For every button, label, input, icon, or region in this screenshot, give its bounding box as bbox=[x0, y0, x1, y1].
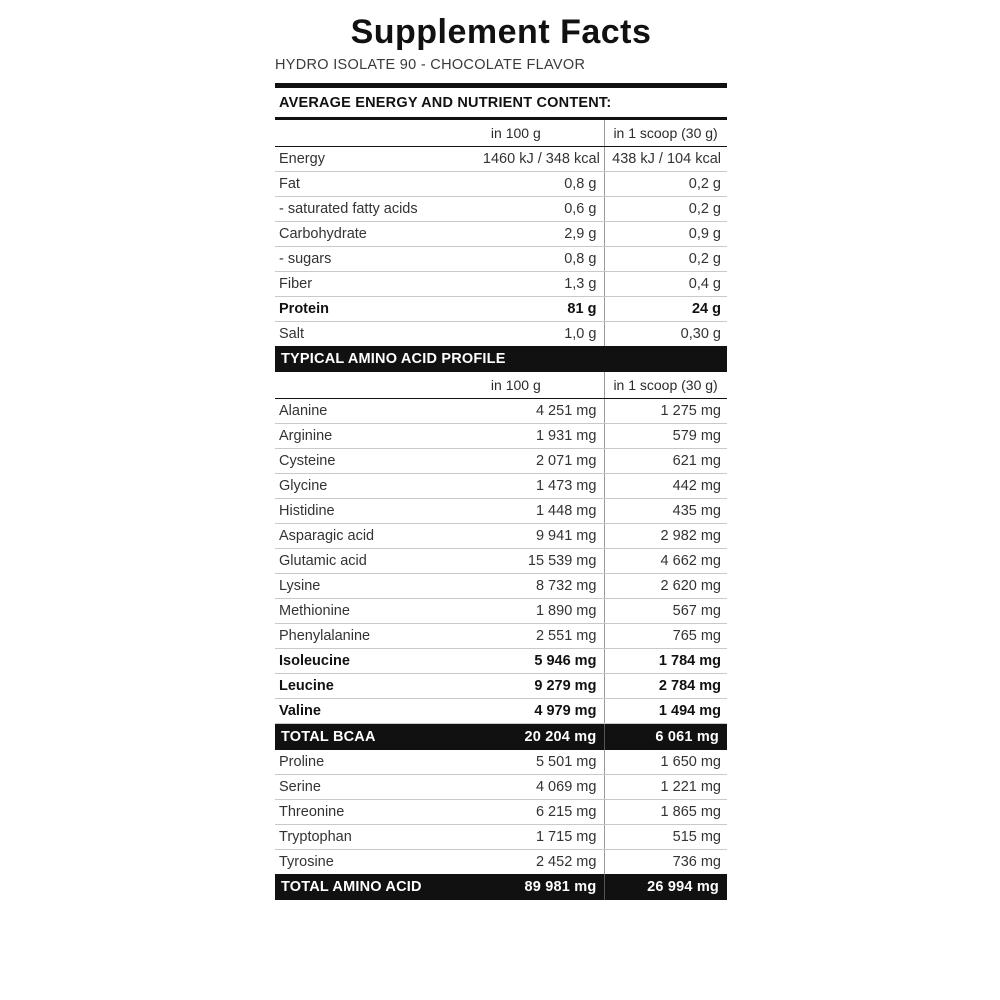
amino-per-100g: 1 473 mg bbox=[483, 474, 605, 499]
table-row bbox=[275, 624, 727, 649]
table-row bbox=[275, 499, 727, 524]
table-row bbox=[275, 197, 727, 222]
amino-name: Phenylalanine bbox=[275, 624, 483, 649]
amino-name: Tyrosine bbox=[279, 854, 334, 871]
amino-name: Tryptophan bbox=[275, 825, 483, 850]
nutrient-per-scoop: 0,2 g bbox=[605, 197, 727, 222]
amino-per-scoop: 621 mg bbox=[605, 449, 727, 474]
amino-per-100g: 8 732 mg bbox=[483, 574, 605, 599]
amino-name: Leucine bbox=[275, 674, 483, 699]
section-heading-amino-band bbox=[275, 346, 727, 372]
table-row bbox=[275, 474, 727, 499]
amino-name: Proline bbox=[275, 750, 483, 775]
amino-section-heading-table bbox=[275, 346, 727, 372]
nutrient-per-100g: 0,8 g bbox=[483, 172, 605, 197]
table-row bbox=[275, 775, 727, 800]
amino-name: Glutamic acid bbox=[275, 549, 483, 574]
amino-name: Asparagic acid bbox=[275, 524, 483, 549]
nutrient-name: - saturated fatty acids bbox=[275, 197, 483, 222]
table-row bbox=[275, 850, 727, 875]
table-row bbox=[275, 599, 727, 624]
nutrient-per-scoop: 438 kJ / 104 kcal bbox=[605, 147, 727, 172]
amino-per-scoop: 765 mg bbox=[605, 624, 727, 649]
amino-per-100g: 6 215 mg bbox=[483, 800, 605, 825]
table-header-row bbox=[275, 120, 727, 147]
nutrient-name: Fiber bbox=[275, 272, 483, 297]
nutrient-per-100g: 1,3 g bbox=[483, 272, 605, 297]
amino-per-100g: 1 890 mg bbox=[483, 599, 605, 624]
total-amino-acid-row bbox=[275, 874, 727, 900]
amino-per-100g: 2 551 mg bbox=[483, 624, 605, 649]
nutrient-per-100g: 1,0 g bbox=[483, 322, 605, 347]
table-row bbox=[275, 699, 727, 724]
nutrient-per-scoop: 0,9 g bbox=[605, 222, 727, 247]
amino-name: Methionine bbox=[275, 599, 483, 624]
amino-per-scoop: 1 275 mg bbox=[605, 399, 727, 424]
amino-per-100g: 9 279 mg bbox=[483, 674, 605, 699]
amino-per-scoop: 736 mg bbox=[672, 854, 721, 871]
nutrient-name: - sugars bbox=[275, 247, 483, 272]
table-header-row bbox=[275, 372, 727, 399]
nutrient-name: Salt bbox=[279, 326, 304, 343]
amino-per-100g: 9 941 mg bbox=[483, 524, 605, 549]
amino-per-100g: 15 539 mg bbox=[483, 549, 605, 574]
amino-name: Histidine bbox=[275, 499, 483, 524]
nutrient-per-scoop: 0,30 g bbox=[680, 326, 721, 343]
amino-name: Glycine bbox=[275, 474, 483, 499]
amino-per-scoop: 1 784 mg bbox=[605, 649, 727, 674]
amino-name: Serine bbox=[275, 775, 483, 800]
table-row bbox=[275, 825, 727, 850]
table-row bbox=[275, 800, 727, 825]
amino-per-100g: 1 448 mg bbox=[483, 499, 605, 524]
nutrient-per-100g: 81 g bbox=[483, 297, 605, 322]
section-heading-amino: TYPICAL AMINO ACID PROFILE bbox=[281, 351, 506, 368]
column-header-per-100g: in 100 g bbox=[483, 372, 605, 399]
nutrient-name: Fat bbox=[275, 172, 483, 197]
amino-name: Valine bbox=[275, 699, 483, 724]
nutrient-per-scoop: 0,2 g bbox=[605, 247, 727, 272]
amino-per-scoop: 1 865 mg bbox=[605, 800, 727, 825]
column-header-per-100g: in 100 g bbox=[483, 120, 605, 147]
nutrient-per-100g: 0,8 g bbox=[483, 247, 605, 272]
table-row bbox=[275, 449, 727, 474]
page-title: Supplement Facts bbox=[350, 13, 652, 51]
column-header-name bbox=[275, 372, 483, 399]
total-bcaa-label: TOTAL BCAA bbox=[281, 729, 376, 746]
column-header-name bbox=[275, 120, 483, 147]
amino-per-100g: 4 251 mg bbox=[483, 399, 605, 424]
nutrient-per-scoop: 0,4 g bbox=[605, 272, 727, 297]
table-row bbox=[275, 399, 727, 424]
total-amino-per-100g: 89 981 mg bbox=[483, 874, 605, 900]
table-row bbox=[275, 172, 727, 197]
amino-per-100g: 1 931 mg bbox=[483, 424, 605, 449]
column-header-per-scoop: in 1 scoop (30 g) bbox=[605, 372, 727, 399]
amino-per-100g: 5 946 mg bbox=[483, 649, 605, 674]
table-row bbox=[275, 147, 727, 172]
total-bcaa-row bbox=[275, 724, 727, 751]
nutrient-per-scoop: 24 g bbox=[605, 297, 727, 322]
amino-per-scoop: 2 784 mg bbox=[605, 674, 727, 699]
table-row bbox=[275, 750, 727, 775]
amino-name: Cysteine bbox=[275, 449, 483, 474]
nutrient-name: Energy bbox=[275, 147, 483, 172]
amino-per-100g: 4 069 mg bbox=[483, 775, 605, 800]
amino-per-scoop: 2 620 mg bbox=[605, 574, 727, 599]
total-bcaa-per-100g: 20 204 mg bbox=[483, 724, 605, 751]
amino-per-100g: 4 979 mg bbox=[483, 699, 605, 724]
total-amino-label: TOTAL AMINO ACID bbox=[281, 879, 422, 896]
amino-per-scoop: 567 mg bbox=[605, 599, 727, 624]
product-subtitle: HYDRO ISOLATE 90 - CHOCOLATE FLAVOR bbox=[275, 57, 586, 74]
table-row bbox=[275, 574, 727, 599]
column-header-per-scoop: in 1 scoop (30 g) bbox=[605, 120, 727, 147]
table-row bbox=[275, 272, 727, 297]
amino-per-scoop: 515 mg bbox=[605, 825, 727, 850]
amino-per-scoop: 1 494 mg bbox=[605, 699, 727, 724]
amino-per-scoop: 2 982 mg bbox=[605, 524, 727, 549]
amino-per-100g: 2 071 mg bbox=[483, 449, 605, 474]
amino-table bbox=[275, 372, 727, 900]
table-row bbox=[275, 322, 727, 347]
amino-per-100g: 2 452 mg bbox=[483, 850, 605, 875]
table-row bbox=[275, 549, 727, 574]
amino-name: Alanine bbox=[275, 399, 483, 424]
table-row bbox=[275, 524, 727, 549]
nutrient-per-100g: 0,6 g bbox=[483, 197, 605, 222]
amino-per-scoop: 442 mg bbox=[605, 474, 727, 499]
nutrient-per-scoop: 0,2 g bbox=[605, 172, 727, 197]
table-row bbox=[275, 297, 727, 322]
total-amino-per-scoop: 26 994 mg bbox=[647, 879, 719, 896]
table-row bbox=[275, 649, 727, 674]
table-row bbox=[275, 424, 727, 449]
supplement-facts-panel bbox=[275, 0, 727, 900]
amino-per-100g: 1 715 mg bbox=[483, 825, 605, 850]
section-heading-nutrients: AVERAGE ENERGY AND NUTRIENT CONTENT: bbox=[279, 95, 612, 112]
total-bcaa-per-scoop: 6 061 mg bbox=[655, 729, 719, 746]
amino-per-100g: 5 501 mg bbox=[483, 750, 605, 775]
amino-per-scoop: 1 650 mg bbox=[605, 750, 727, 775]
nutrient-name: Protein bbox=[275, 297, 483, 322]
amino-name: Isoleucine bbox=[275, 649, 483, 674]
table-row bbox=[275, 222, 727, 247]
amino-per-scoop: 579 mg bbox=[605, 424, 727, 449]
table-row bbox=[275, 247, 727, 272]
nutrient-per-100g: 2,9 g bbox=[483, 222, 605, 247]
table-row bbox=[275, 674, 727, 699]
amino-name: Arginine bbox=[275, 424, 483, 449]
amino-per-scoop: 435 mg bbox=[605, 499, 727, 524]
amino-name: Threonine bbox=[275, 800, 483, 825]
amino-name: Lysine bbox=[275, 574, 483, 599]
nutrient-name: Carbohydrate bbox=[275, 222, 483, 247]
nutrient-table bbox=[275, 120, 727, 346]
amino-per-scoop: 4 662 mg bbox=[605, 549, 727, 574]
amino-per-scoop: 1 221 mg bbox=[605, 775, 727, 800]
nutrient-per-100g: 1460 kJ / 348 kcal bbox=[483, 147, 605, 172]
